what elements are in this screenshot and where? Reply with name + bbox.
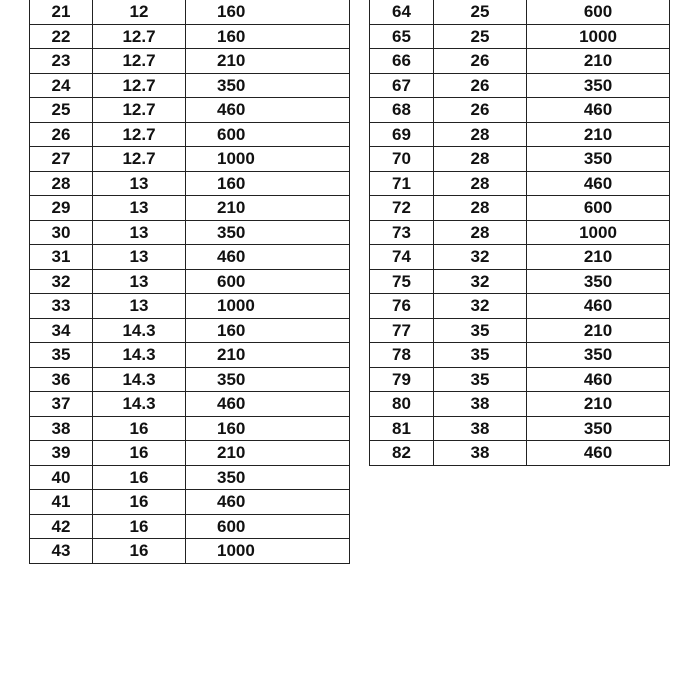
table-row	[370, 441, 670, 466]
table-cell: 78	[370, 343, 434, 368]
table-cell: 350	[527, 343, 670, 368]
table-cell: 16	[93, 514, 186, 539]
table-cell: 16	[93, 441, 186, 466]
table-cell: 73	[370, 220, 434, 245]
table-row	[30, 98, 350, 123]
table-cell: 23	[30, 49, 93, 74]
table-cell: 160	[186, 0, 350, 24]
table-row	[30, 465, 350, 490]
table-cell: 600	[186, 122, 350, 147]
table-row	[370, 171, 670, 196]
table-cell: 30	[30, 220, 93, 245]
table-cell: 82	[370, 441, 434, 466]
table-row	[30, 294, 350, 319]
table-cell: 35	[434, 367, 527, 392]
table-cell: 41	[30, 490, 93, 515]
table-row	[30, 73, 350, 98]
table-cell: 460	[186, 245, 350, 270]
table-cell: 460	[186, 98, 350, 123]
table-cell: 460	[186, 490, 350, 515]
table-cell: 600	[186, 269, 350, 294]
right-data-table	[369, 0, 670, 466]
table-row	[30, 0, 350, 24]
table-row	[370, 245, 670, 270]
table-cell: 66	[370, 49, 434, 74]
table-cell: 72	[370, 196, 434, 221]
table-cell: 65	[370, 24, 434, 49]
table-cell: 40	[30, 465, 93, 490]
table-cell: 37	[30, 392, 93, 417]
table-row	[30, 539, 350, 564]
table-cell: 160	[186, 416, 350, 441]
table-row	[30, 245, 350, 270]
table-row	[370, 416, 670, 441]
table-cell: 75	[370, 269, 434, 294]
table-cell: 16	[93, 490, 186, 515]
table-cell: 28	[434, 171, 527, 196]
table-row	[30, 122, 350, 147]
table-row	[30, 220, 350, 245]
table-cell: 12.7	[93, 49, 186, 74]
table-cell: 16	[93, 416, 186, 441]
table-row	[370, 73, 670, 98]
table-row	[30, 196, 350, 221]
left-table-body	[30, 0, 350, 563]
table-cell: 28	[30, 171, 93, 196]
table-cell: 160	[186, 318, 350, 343]
table-cell: 460	[527, 98, 670, 123]
table-cell: 77	[370, 318, 434, 343]
table-row	[30, 269, 350, 294]
table-cell: 210	[186, 196, 350, 221]
table-cell: 350	[527, 73, 670, 98]
table-cell: 460	[527, 171, 670, 196]
table-cell: 39	[30, 441, 93, 466]
right-table-body	[370, 0, 670, 465]
table-row	[30, 392, 350, 417]
table-cell: 80	[370, 392, 434, 417]
table-cell: 32	[434, 245, 527, 270]
table-cell: 600	[527, 0, 670, 24]
table-cell: 12	[93, 0, 186, 24]
table-row	[370, 98, 670, 123]
table-cell: 210	[527, 122, 670, 147]
table-row	[30, 318, 350, 343]
table-cell: 600	[186, 514, 350, 539]
table-cell: 460	[527, 367, 670, 392]
table-cell: 31	[30, 245, 93, 270]
table-cell: 14.3	[93, 392, 186, 417]
table-cell: 76	[370, 294, 434, 319]
table-cell: 28	[434, 147, 527, 172]
table-row	[370, 269, 670, 294]
table-row	[370, 196, 670, 221]
table-row	[30, 49, 350, 74]
left-data-table	[29, 0, 350, 564]
table-cell: 24	[30, 73, 93, 98]
table-cell: 43	[30, 539, 93, 564]
table-cell: 28	[434, 122, 527, 147]
table-cell: 79	[370, 367, 434, 392]
table-cell: 460	[186, 392, 350, 417]
table-row	[30, 343, 350, 368]
table-cell: 210	[527, 392, 670, 417]
table-cell: 67	[370, 73, 434, 98]
table-cell: 600	[527, 196, 670, 221]
table-row	[30, 147, 350, 172]
table-cell: 25	[434, 0, 527, 24]
table-cell: 350	[186, 220, 350, 245]
table-cell: 210	[527, 318, 670, 343]
table-cell: 64	[370, 0, 434, 24]
table-cell: 350	[186, 367, 350, 392]
table-cell: 210	[186, 441, 350, 466]
table-row	[370, 343, 670, 368]
table-cell: 460	[527, 294, 670, 319]
table-cell: 13	[93, 294, 186, 319]
table-row	[370, 24, 670, 49]
table-row	[370, 122, 670, 147]
table-cell: 42	[30, 514, 93, 539]
table-cell: 26	[434, 49, 527, 74]
table-row	[30, 416, 350, 441]
table-cell: 28	[434, 196, 527, 221]
table-row	[370, 318, 670, 343]
table-cell: 26	[434, 98, 527, 123]
table-cell: 32	[434, 269, 527, 294]
table-cell: 160	[186, 24, 350, 49]
table-cell: 38	[434, 392, 527, 417]
table-cell: 210	[527, 245, 670, 270]
table-cell: 12.7	[93, 98, 186, 123]
table-cell: 13	[93, 171, 186, 196]
table-cell: 29	[30, 196, 93, 221]
table-cell: 32	[30, 269, 93, 294]
table-cell: 26	[30, 122, 93, 147]
table-cell: 350	[527, 269, 670, 294]
table-cell: 14.3	[93, 367, 186, 392]
table-cell: 36	[30, 367, 93, 392]
table-row	[370, 147, 670, 172]
table-row	[370, 294, 670, 319]
table-row	[370, 0, 670, 24]
table-cell: 26	[434, 73, 527, 98]
table-cell: 1000	[527, 220, 670, 245]
table-row	[30, 514, 350, 539]
table-cell: 27	[30, 147, 93, 172]
table-cell: 28	[434, 220, 527, 245]
table-cell: 34	[30, 318, 93, 343]
table-cell: 12.7	[93, 73, 186, 98]
table-cell: 1000	[186, 539, 350, 564]
table-cell: 22	[30, 24, 93, 49]
table-cell: 210	[186, 343, 350, 368]
table-cell: 32	[434, 294, 527, 319]
table-cell: 12.7	[93, 122, 186, 147]
table-cell: 35	[434, 318, 527, 343]
table-cell: 35	[30, 343, 93, 368]
table-cell: 13	[93, 196, 186, 221]
table-cell: 38	[434, 416, 527, 441]
table-row	[370, 220, 670, 245]
table-row	[30, 171, 350, 196]
table-cell: 460	[527, 441, 670, 466]
table-cell: 13	[93, 269, 186, 294]
table-cell: 70	[370, 147, 434, 172]
table-cell: 1000	[527, 24, 670, 49]
table-cell: 160	[186, 171, 350, 196]
table-cell: 1000	[186, 147, 350, 172]
table-cell: 350	[527, 416, 670, 441]
table-row	[370, 367, 670, 392]
table-row	[30, 24, 350, 49]
table-cell: 69	[370, 122, 434, 147]
table-cell: 21	[30, 0, 93, 24]
table-cell: 14.3	[93, 343, 186, 368]
table-row	[30, 367, 350, 392]
table-cell: 81	[370, 416, 434, 441]
table-row	[30, 490, 350, 515]
table-row	[370, 49, 670, 74]
table-row	[30, 441, 350, 466]
table-cell: 1000	[186, 294, 350, 319]
table-cell: 12.7	[93, 147, 186, 172]
table-cell: 74	[370, 245, 434, 270]
table-cell: 13	[93, 245, 186, 270]
table-cell: 68	[370, 98, 434, 123]
table-cell: 210	[527, 49, 670, 74]
table-cell: 33	[30, 294, 93, 319]
table-cell: 38	[434, 441, 527, 466]
table-cell: 16	[93, 465, 186, 490]
table-cell: 25	[30, 98, 93, 123]
table-cell: 38	[30, 416, 93, 441]
table-cell: 16	[93, 539, 186, 564]
table-cell: 35	[434, 343, 527, 368]
table-cell: 13	[93, 220, 186, 245]
table-cell: 25	[434, 24, 527, 49]
table-cell: 350	[186, 465, 350, 490]
table-cell: 210	[186, 49, 350, 74]
table-cell: 71	[370, 171, 434, 196]
table-cell: 12.7	[93, 24, 186, 49]
table-cell: 350	[186, 73, 350, 98]
table-row	[370, 392, 670, 417]
table-cell: 14.3	[93, 318, 186, 343]
table-cell: 350	[527, 147, 670, 172]
